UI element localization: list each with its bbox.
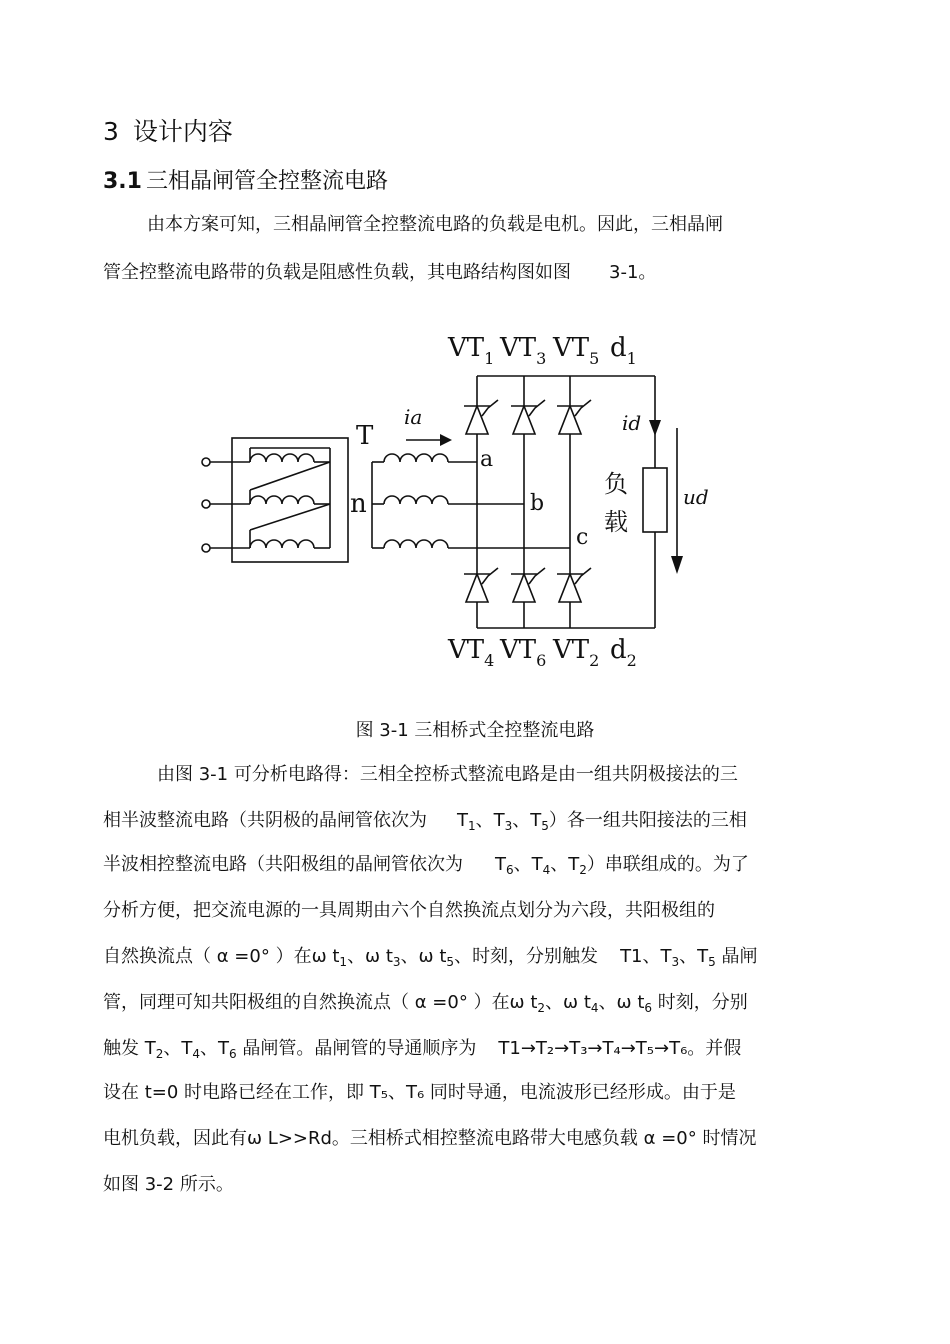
body-line-7: 触发 $T_2$、$T_4$、$T_6$ 晶闸管。晶闸管的导通顺序为 T1→T₂→T₃→T₄→T₅→T₆。并假 <box>103 1038 742 1061</box>
body-line-1: 由图 3-1 可分析电路得：三相全控桥式整流电路是由一组共阴极接法的三 <box>157 764 738 785</box>
body-line-9: 电机负载，因此有ω L>>Rd。三相桥式相控整流电路带大电感负载 α =0° 时情况 <box>103 1128 757 1149</box>
load-resistor-icon <box>643 468 667 532</box>
label-load-2: 载 <box>604 508 628 536</box>
body-line-6: 管，同理可知共阳极组的自然换流点（ α =0° ）在ω $t_2$、ω $t_4$、ω $t_6$ 时刻，分别 <box>103 992 748 1015</box>
secondary-coil-a-icon <box>384 454 448 462</box>
body-line-2: 相半波整流电路（共阴极的晶闸管依次为 $T_1$、$T_3$、$T_5$）各一组共阳接法的三相 <box>103 810 747 833</box>
primary-coil-b-icon <box>250 496 314 504</box>
body-line-10: 如图 3-2 所示。 <box>103 1174 234 1195</box>
subsection-title: 三相晶闸管全控整流电路 <box>145 169 388 194</box>
label-ud: ud <box>683 485 709 509</box>
rectifier-circuit-diagram <box>190 320 730 680</box>
label-d2: $d_2$ <box>610 635 637 670</box>
body-line-8: 设在 t=0 时电路已经在工作，即 T₅、T₆ 同时导通，电流波形已经形成。由于是 <box>103 1082 736 1103</box>
body-line-3: 半波相控整流电路（共阳极组的晶闸管依次为 $T_6$、$T_4$、$T_2$）串联组成的。为了 <box>103 854 749 877</box>
primary-coil-a-icon <box>250 454 314 462</box>
intro-line-2 <box>103 262 656 284</box>
secondary-coil-b-icon <box>384 496 448 504</box>
terminal-1-icon <box>202 458 210 466</box>
label-node-c: c <box>576 525 589 550</box>
label-vt1: $VT_1$ <box>448 333 495 368</box>
label-vt4: $VT_4$ <box>448 635 495 670</box>
label-neutral: n <box>350 489 367 519</box>
intro-line-2-text: 管全控整流电路带的负载是阻感性负载，其电路结构图如图 <box>103 262 571 283</box>
thyristor-vt2-icon <box>557 568 591 602</box>
secondary-coil-c-icon <box>384 540 448 548</box>
label-vt5: $VT_5$ <box>553 333 600 368</box>
primary-coil-c-icon <box>250 540 314 548</box>
label-node-a: a <box>480 447 494 472</box>
ud-arrow-icon <box>671 556 683 574</box>
label-transformer: T <box>356 421 374 451</box>
thyristor-vt4-icon <box>464 568 498 602</box>
id-arrow-icon <box>649 420 661 436</box>
thyristor-vt5-icon <box>557 400 591 434</box>
body-line-4: 分析方便，把交流电源的一具周期由六个自然换流点划分为六段，共阳极组的 <box>103 900 715 921</box>
subsection-number: 3.1 <box>103 169 142 194</box>
section-heading <box>103 112 233 148</box>
figure-caption: 图 3-1 三相桥式全控整流电路 <box>355 720 595 741</box>
terminal-3-icon <box>202 544 210 552</box>
label-ia: ia <box>404 405 423 429</box>
thyristor-vt3-icon <box>511 400 545 434</box>
label-vt3: $VT_3$ <box>500 333 547 368</box>
subsection-heading <box>103 164 388 195</box>
terminal-2-icon <box>202 500 210 508</box>
label-vt2: $VT_2$ <box>553 635 600 670</box>
thyristor-vt6-icon <box>511 568 545 602</box>
label-vt6: $VT_6$ <box>500 635 547 670</box>
body-line-5: 自然换流点（ α =0° ）在ω $t_1$、ω $t_3$、ω $t_5$、时刻，分别触发 T1、$T_3$、$T_5$ 晶闸 <box>103 946 758 969</box>
ia-arrow-icon <box>440 434 452 446</box>
label-d1: $d_1$ <box>610 333 637 368</box>
label-node-b: b <box>530 491 545 516</box>
thyristor-vt1-icon <box>464 400 498 434</box>
label-id: id <box>622 411 642 435</box>
label-load-1: 负 <box>604 470 628 498</box>
section-title: 设计内容 <box>132 117 233 146</box>
figure-reference: 3-1。 <box>609 262 657 283</box>
intro-line-1: 由本方案可知，三相晶闸管全控整流电路的负载是电机。因此，三相晶闸 <box>147 214 723 235</box>
section-number: 3 <box>103 117 119 146</box>
